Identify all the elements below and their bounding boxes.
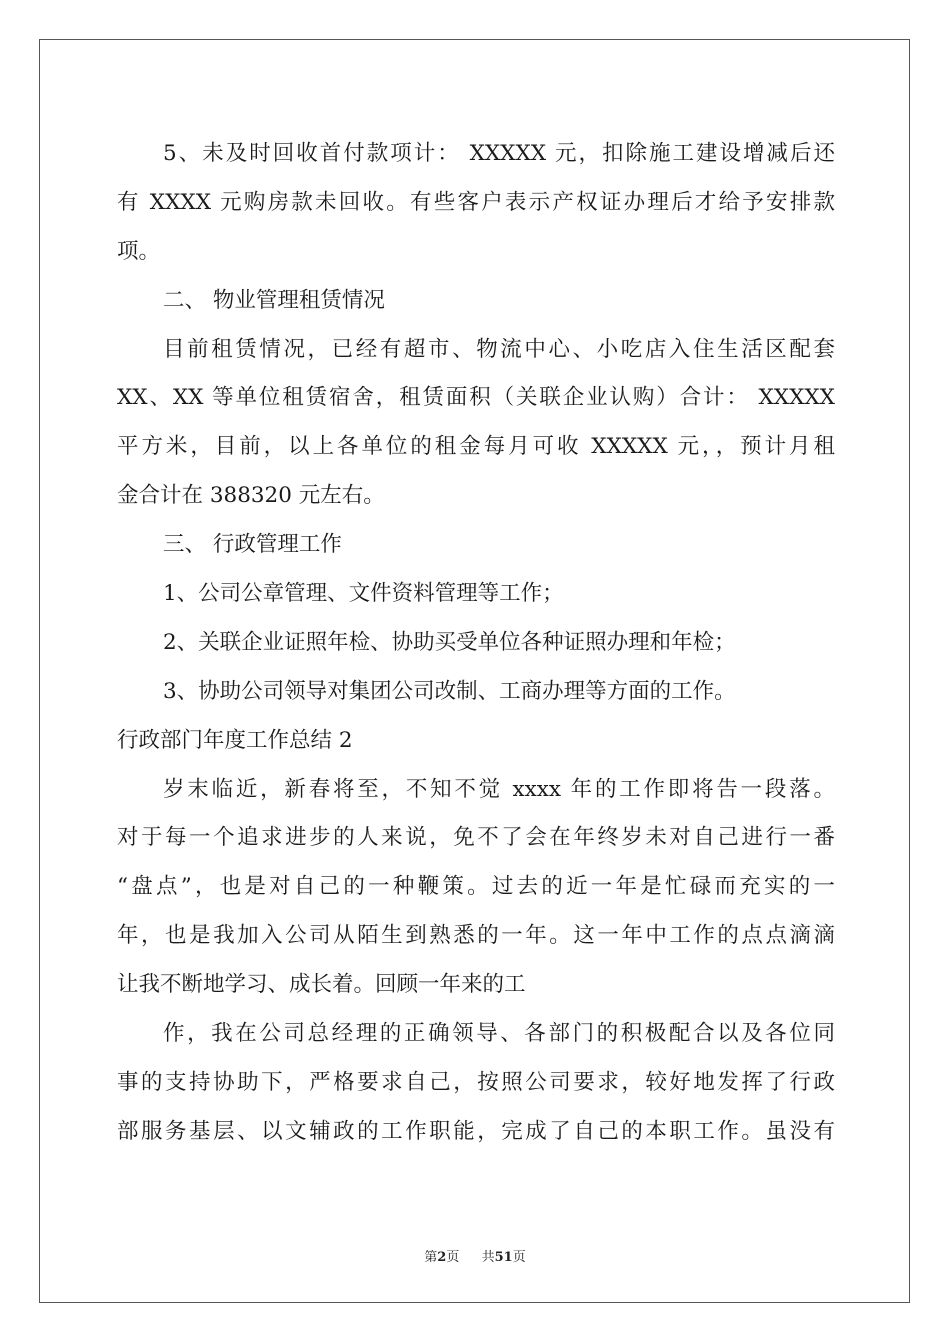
text-line: 作，我在公司总经理的正确领导、各部门的积极配合以及各位同 [163, 1021, 835, 1047]
text-line: 行政部门年度工作总结 2 [117, 727, 353, 753]
text-line: 对于每一个追求进步的人来说，免不了会在年终岁未对自己进行一番 [117, 825, 835, 851]
text-line: 二、 物业管理租赁情况 [163, 287, 385, 313]
page-footer [0, 1246, 950, 1265]
total-prefix: 共 [481, 1250, 495, 1265]
text-line: 3、协助公司领导对集团公司改制、工商办理等方面的工作。 [163, 678, 736, 704]
page-label [424, 1246, 459, 1265]
text-line: 1、公司公章管理、文件资料管理等工作； [163, 581, 564, 607]
page-suffix: 页 [446, 1250, 460, 1265]
text-line: 金合计在 388320 元左右。 [117, 483, 385, 509]
total-suffix: 页 [512, 1250, 526, 1265]
text-line: 5、未及时回收首付款项计： XXXXX 元，扣除施工建设增减后还 [163, 141, 835, 166]
text-line: 岁末临近，新春将至，不知不觉 xxxx 年的工作即将告一段落。 [163, 776, 835, 802]
text-line: 三、 行政管理工作 [163, 532, 342, 558]
text-line: 2、关联企业证照年检、协助买受单位各种证照办理和年检； [163, 629, 736, 655]
text-line: 事的支持协助下，严格要求自己，按照公司要求，较好地发挥了行政 [117, 1069, 835, 1095]
page-number: 2 [437, 1250, 447, 1265]
document-body [117, 130, 835, 1157]
page-prefix: 第 [424, 1250, 438, 1265]
text-line: 让我不断地学习、成长着。回顾一年来的工 [117, 972, 526, 998]
total-label [482, 1246, 526, 1265]
text-line: 平方米，目前，以上各单位的租金每月可收 XXXXX 元，，预计月租 [117, 434, 835, 460]
text-line: 部服务基层、以文辅政的工作职能，完成了自己的本职工作。虽没有 [117, 1118, 835, 1144]
text-line: XX、XX 等单位租赁宿舍，租赁面积（关联企业认购）合计： XXXXX [117, 385, 835, 411]
text-line: 项。 [117, 238, 161, 264]
text-line: 有 XXXX 元购房款未回收。有些客户表示产权证办理后才给予安排款 [117, 189, 835, 215]
text-line: 年，也是我加入公司从陌生到熟悉的一年。这一年中工作的点点滴滴 [117, 923, 835, 949]
text-line: 目前租赁情况，已经有超市、物流中心、小吃店入住生活区配套 [163, 336, 835, 362]
text-line: “盘点”，也是对自己的一种鞭策。过去的近一年是忙碌而充实的一 [117, 874, 835, 900]
total-pages: 51 [494, 1250, 513, 1265]
